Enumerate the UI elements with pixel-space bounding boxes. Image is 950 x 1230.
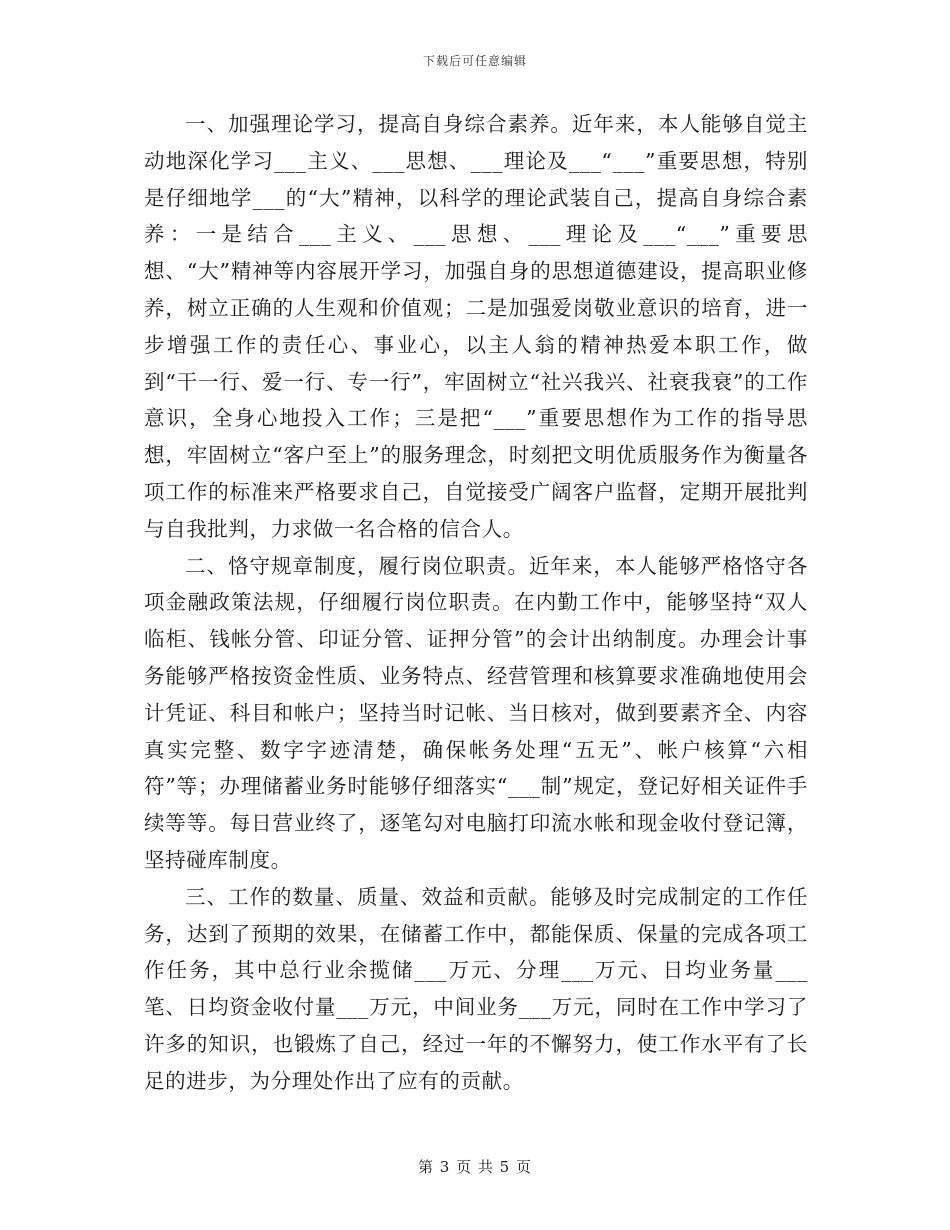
page-number: 第 3 页 共 5 页 — [418, 1158, 532, 1176]
paragraph-2: 二、恪守规章制度，履行岗位职责。近年来，本人能够严格恪守各项金融政策法规，仔细履行岗位职责。在内勤工作中，能够坚持“双人临柜、钱帐分管、印证分管、证押分管”的会计出纳制度。办理会计事务能够严格按资金性质、业务特点、经营管理和核算要求准确地使用会计凭证、科目和帐户；坚持当时记帐、当日核对，做到要素齐全、内容真实完整、数字字迹清楚，确保帐务处理“五无”、帐户核算“六相符”等；办理储蓄业务时能够仔细落实“___制”规定，登记好相关证件手续等等。每日营业终了，逐笔勾对电脑打印流水帐和现金收付登记簿，坚持碰库制度。 — [144, 553, 808, 872]
document-body — [144, 106, 808, 1100]
page-header: 下载后可任意编辑 — [422, 54, 527, 68]
paragraph-3: 三、工作的数量、质量、效益和贡献。能够及时完成制定的工作任务，达到了预期的效果，在储蓄工作中，都能保质、保量的完成各项工作任务，其中总行业余揽储___万元、分理___万元、日均业务量___笔、日均资金收付量___万元，中间业务___万元，同时在工作中学习了许多的知识，也锻炼了自己，经过一年的不懈努力，使工作水平有了长足的进步，为分理处作出了应有的贡献。 — [144, 884, 808, 1093]
paragraph-1: 一、加强理论学习，提高自身综合素养。近年来，本人能够自觉主动地深化学习___主义、___思想、___理论及___“___”重要思想，特别是仔细地学___的“大”精神，以科学的理论武装自己，提高自身综合素养：一是结合___主义、___思想、___理论及___“___”重要思想、“大”精神等内容展开学习，加强自身的思想道德建设，提高职业修养，树立正确的人生观和价值观；二是加强爱岗敬业意识的培育，进一步增强工作的责任心、事业心，以主人翁的精神热爱本职工作，做到“干一行、爱一行、专一行”，牢固树立“社兴我兴、社衰我衰”的工作意识，全身心地投入工作；三是把“___”重要思想作为工作的指导思想，牢固树立“客户至上”的服务理念，时刻把文明优质服务作为衡量各项工作的标准来严格要求自己，自觉接受广阔客户监督，定期开展批判与自我批判，力求做一名合格的信合人。 — [144, 112, 808, 541]
